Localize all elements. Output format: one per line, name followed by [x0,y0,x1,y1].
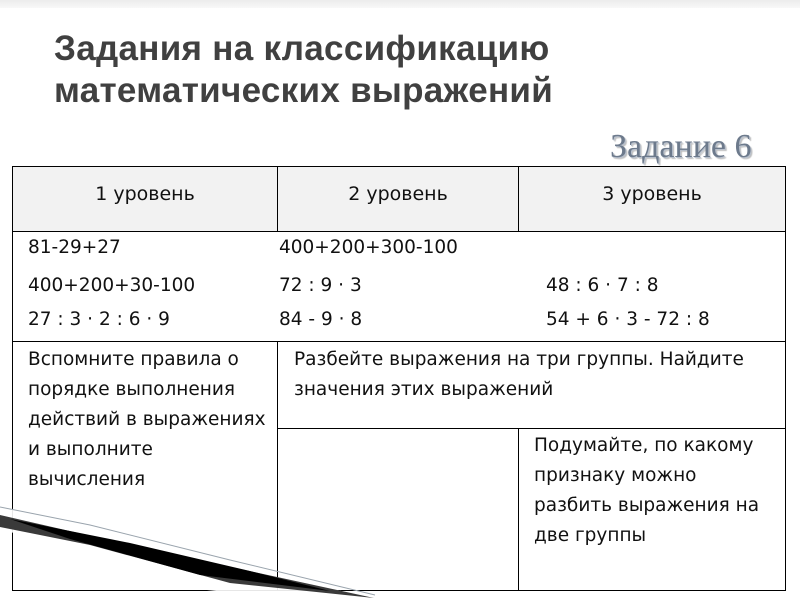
expression: 400+200+30-100 [28,275,196,296]
note2-bottom-line [277,428,785,429]
note-level-1: Вспомните правила о порядке выполнения действий в выражениях и выполните вычисления [28,349,266,490]
expression: 81-29+27 [28,237,121,258]
top-band [0,0,800,8]
expression: 84 - 9 · 8 [279,309,363,330]
title-line-1: Задания на классификацию [54,29,550,68]
task-label: Задание 6 [610,128,752,165]
expression: 54 + 6 · 3 - 72 : 8 [546,309,710,330]
expression: 27 : 3 · 2 : 6 · 9 [28,309,170,330]
note-level-2: Разбейте выражения на три группы. Найдите значения этих выражений [294,349,744,400]
decorative-swoosh [0,505,380,600]
expression: 400+200+300-100 [279,237,458,258]
title-line-2: математических выражений [54,71,554,110]
note-inner-divider [518,428,519,591]
header-level-2: 2 уровень [348,183,448,205]
header-bottom-line [13,231,785,232]
note-level-3: Подумайте, по какому признаку можно разбить выражения на две группы [534,435,760,546]
expressions-bottom-line [13,341,785,342]
expression: 72 : 9 · 3 [279,275,362,296]
header-level-1: 1 уровень [95,183,195,205]
header-level-3: 3 уровень [602,183,702,205]
page-title [54,28,754,112]
expression: 48 : 6 · 7 : 8 [546,275,659,296]
